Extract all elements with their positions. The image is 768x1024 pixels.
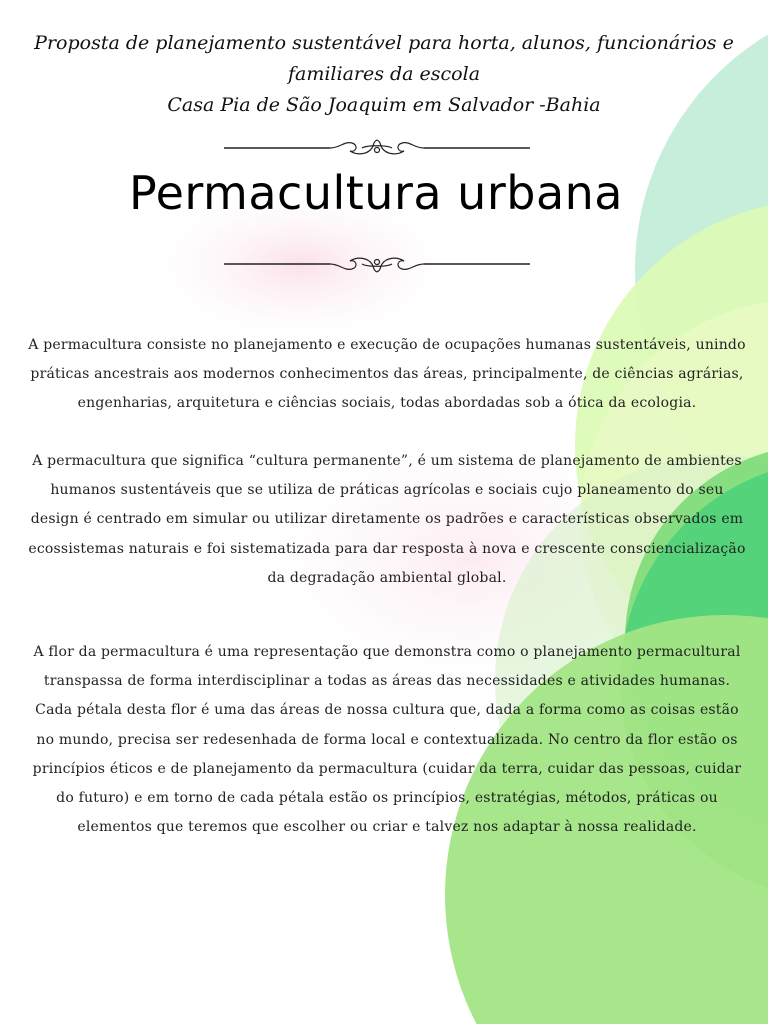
ornament-divider-bottom <box>222 252 532 276</box>
header-line-3: Casa Pia de São Joaquim em Salvador -Bahia <box>167 94 601 116</box>
header-line-2: familiares da escola <box>287 63 481 85</box>
ornament-divider-top <box>222 136 532 160</box>
paragraph-flor-da-permacultura: A flor da permacultura é uma representação que demonstra como o planejamento permacultural transpassa de forma interdisciplinar a todas as áreas das necessidades e atividades humanas. Cada pétala desta flor é uma das áreas de nossa cultura que, dada a forma como as coisas estão no mundo, precisa ser redesenhada de forma local e contextualizada. No centro da flor estão os princípios éticos e de planejamento da permacultura (cuidar da terra, cuidar das pessoas, cuidar do futuro) e em torno de cada pétala estão os princípios, estratégias, métodos, práticas ou elementos que teremos que escolher ou criar e talvez nos adaptar à nossa realidade. <box>32 644 742 836</box>
header-line-1: Proposta de planejamento sustentável para horta, alunos, funcionários e <box>34 32 734 54</box>
header <box>0 28 768 121</box>
paragraph-cultura-permanente: A permacultura que significa “cultura permanente”, é um sistema de planejamento de ambientes humanos sustentáveis que se utiliza de práticas agrícolas e sociais cujo planeamento do seu design é centrado em simular ou utilizar diretamente os padrões e características observados em ecossistemas naturais e foi sistematizada para dar resposta à nova e crescente consciencialização da degradação ambiental global. <box>28 453 746 586</box>
page-title: Permacultura urbana <box>129 166 623 220</box>
paragraph-permacultura-definition: A permacultura consiste no planejamento e execução de ocupações humanas sustentáveis, unindo práticas ancestrais aos modernos conhecimentos das áreas, principalmente, de ciências agrárias, engenharias, arquitetura e ciências sociais, todas abordadas sob a ótica da ecologia. <box>28 337 746 412</box>
